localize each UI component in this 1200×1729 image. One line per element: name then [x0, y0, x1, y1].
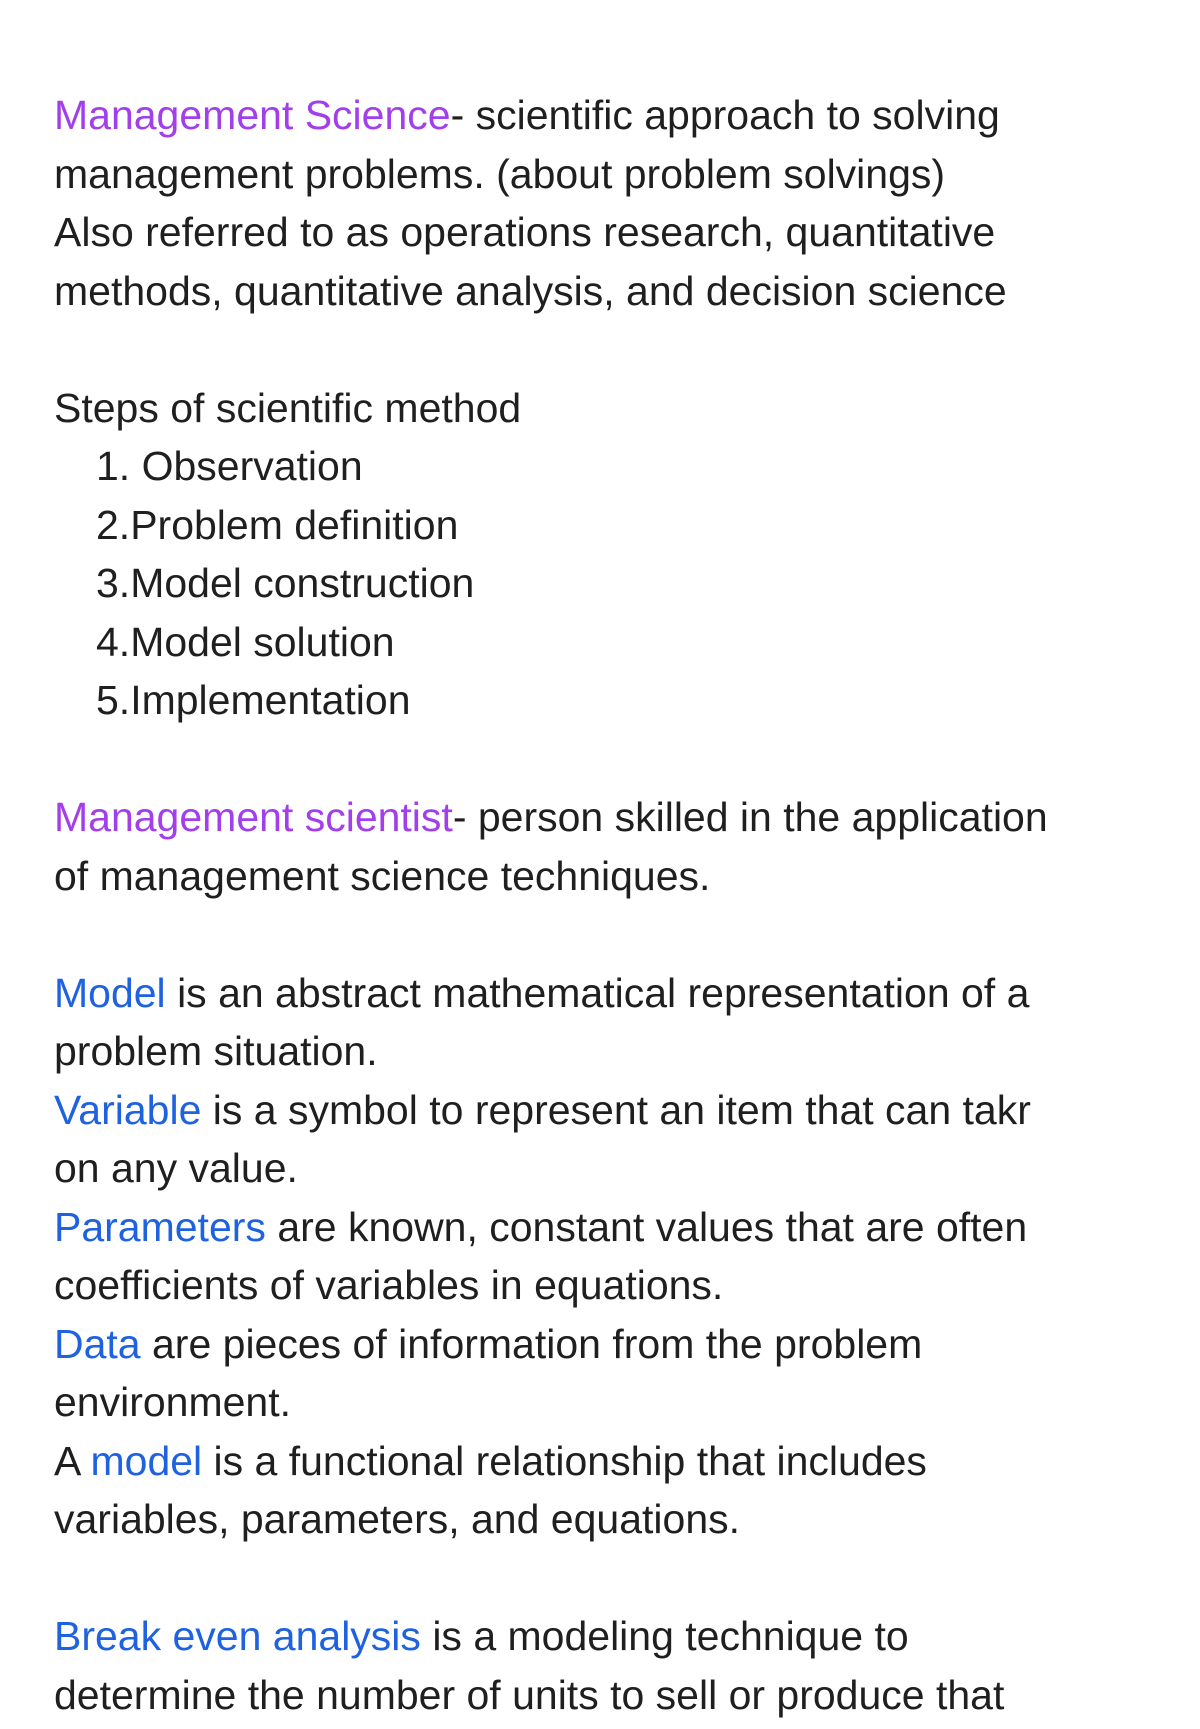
paragraph-line: coefficients of variables in equations.	[54, 1262, 724, 1308]
term-model-2: model	[90, 1437, 203, 1484]
paragraph-line: determine the number of units to sell or produce that	[54, 1671, 1005, 1718]
paragraph-line	[54, 1607, 1174, 1666]
paragraph-line	[54, 1432, 1174, 1491]
paragraph-line	[54, 1081, 1174, 1140]
blank-line	[54, 730, 1174, 789]
definition-text: are known, constant values that are often	[265, 1203, 1028, 1250]
blank-line	[54, 320, 1174, 379]
term-parameters: Parameters	[54, 1203, 266, 1250]
paragraph-line: Also referred to as operations research, quantitative	[54, 209, 996, 255]
paragraph-line	[54, 788, 1174, 847]
paragraph-line: on any value.	[54, 1145, 298, 1191]
term-management-scientist: Management scientist	[54, 794, 453, 840]
paragraph-line: of management science techniques.	[54, 852, 711, 899]
list-item: 5.Implementation	[96, 677, 411, 723]
definition-text: is an abstract mathematical representation of a	[165, 969, 1030, 1016]
definition-text: - person skilled in the application	[452, 794, 1048, 840]
paragraph-line: environment.	[54, 1379, 292, 1425]
steps-heading: Steps of scientific method	[54, 384, 522, 431]
paragraph-line: variables, parameters, and equations.	[54, 1496, 741, 1542]
paragraph-line	[54, 1315, 1174, 1374]
paragraph-line: methods, quantitative analysis, and decision science	[54, 267, 1007, 314]
blank-line	[54, 1549, 1174, 1608]
blank-line	[54, 905, 1174, 964]
definition-text: is a symbol to represent an item that can takr	[201, 1086, 1031, 1133]
list-item: 1. Observation	[96, 443, 363, 489]
paragraph-line: problem situation.	[54, 1028, 378, 1074]
term-data: Data	[54, 1320, 141, 1367]
term-variable: Variable	[54, 1086, 202, 1133]
paragraph-line	[54, 964, 1174, 1023]
definition-text: are pieces of information from the problem	[140, 1320, 923, 1367]
list-item: 2.Problem definition	[96, 501, 459, 548]
prefix-text: A	[54, 1437, 91, 1484]
term-break-even-analysis: Break even analysis	[54, 1613, 421, 1659]
paragraph-line: management problems. (about problem solvings)	[54, 150, 946, 197]
term-model: Model	[54, 969, 166, 1016]
paragraph-line	[54, 1198, 1174, 1257]
note-document	[54, 86, 1174, 1724]
list-item: 4.Model solution	[96, 618, 395, 665]
definition-text: - scientific approach to solving	[450, 92, 1000, 138]
definition-text: is a functional relationship that includes	[202, 1437, 927, 1484]
paragraph-line	[54, 86, 1174, 145]
term-management-science: Management Science	[54, 92, 451, 138]
definition-text: is a modeling technique to	[420, 1613, 909, 1659]
list-item: 3.Model construction	[96, 560, 475, 606]
